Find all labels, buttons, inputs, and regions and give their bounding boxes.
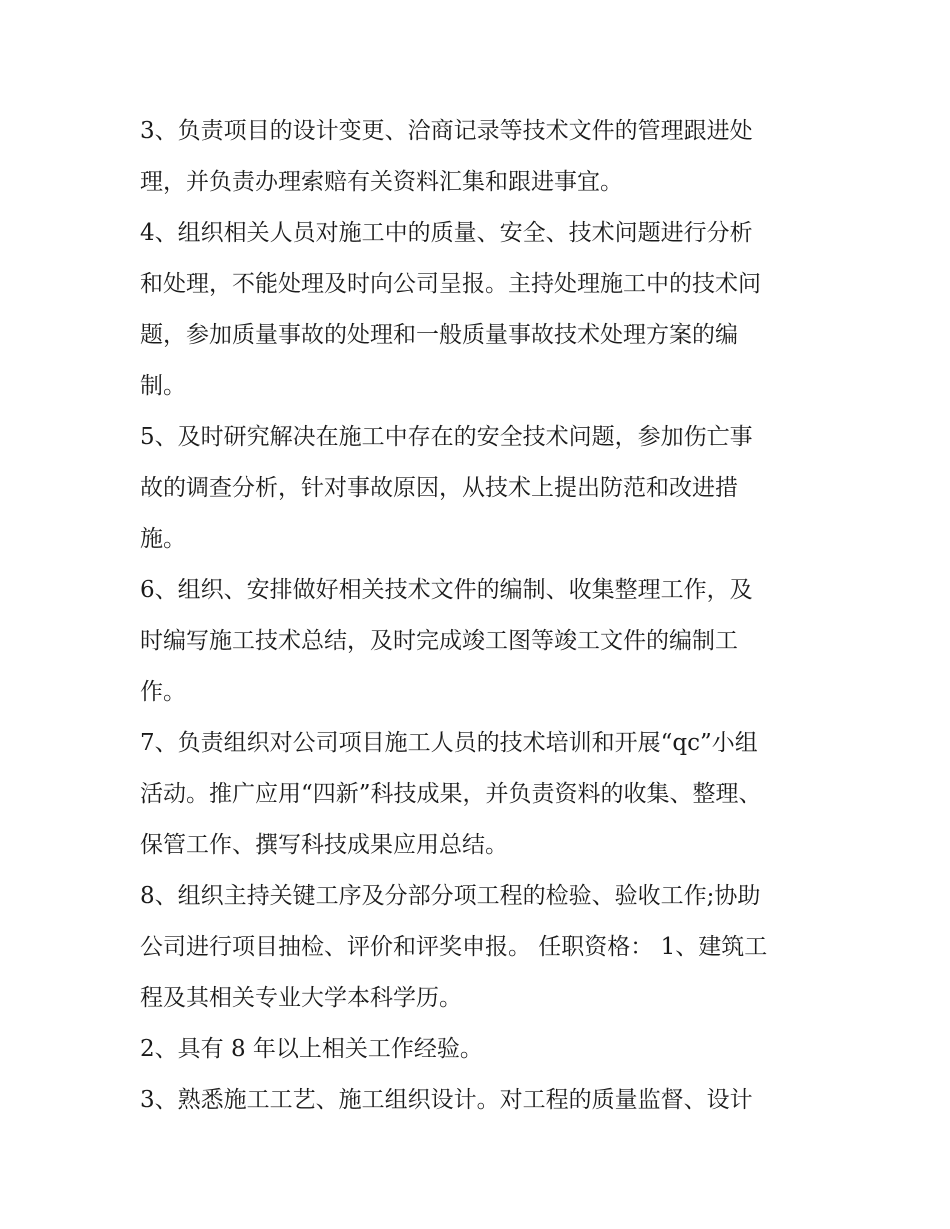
text-line: 2、具有 8 年以上相关工作经验。 xyxy=(140,1036,483,1062)
text-line: 程及其相关专业大学本科学历。 xyxy=(140,985,462,1011)
text-line: 题，参加质量事故的处理和一般质量事故技术处理方案的编 xyxy=(140,322,738,348)
text-line: 作。 xyxy=(140,679,186,705)
document-body-text xyxy=(140,106,820,1126)
text-line: 理，并负责办理索赔有关资料汇集和跟进事宜。 xyxy=(140,169,623,195)
text-line: 4、组织相关人员对施工中的质量、安全、技术问题进行分析 xyxy=(140,220,753,246)
text-line: 施。 xyxy=(140,526,186,552)
text-line: 制。 xyxy=(140,373,186,399)
text-line: 时编写施工技术总结，及时完成竣工图等竣工文件的编制工 xyxy=(140,628,738,654)
text-line: 3、熟悉施工工艺、施工组织设计。对工程的质量监督、设计 xyxy=(140,1087,753,1113)
text-line: 和处理，不能处理及时向公司呈报。主持处理施工中的技术问 xyxy=(140,271,761,297)
text-line: 3、负责项目的设计变更、洽商记录等技术文件的管理跟进处 xyxy=(140,118,753,144)
text-line: 故的调查分析，针对事故原因，从技术上提出防范和改进措 xyxy=(140,475,738,501)
text-line: 7、负责组织对公司项目施工人员的技术培训和开展“qc”小组 xyxy=(140,730,758,756)
text-line: 保管工作、撰写科技成果应用总结。 xyxy=(140,832,508,858)
text-line: 6、组织、安排做好相关技术文件的编制、收集整理工作，及 xyxy=(140,577,753,603)
text-line: 5、及时研究解决在施工中存在的安全技术问题，参加伤亡事 xyxy=(140,424,753,450)
text-line: 公司进行项目抽检、评价和评奖申报。 任职资格： 1、建筑工 xyxy=(140,934,768,960)
text-line: 8、组织主持关键工序及分部分项工程的检验、验收工作;协助 xyxy=(140,883,761,909)
text-line: 活动。推广应用“四新”科技成果，并负责资料的收集、整理、 xyxy=(140,781,762,807)
